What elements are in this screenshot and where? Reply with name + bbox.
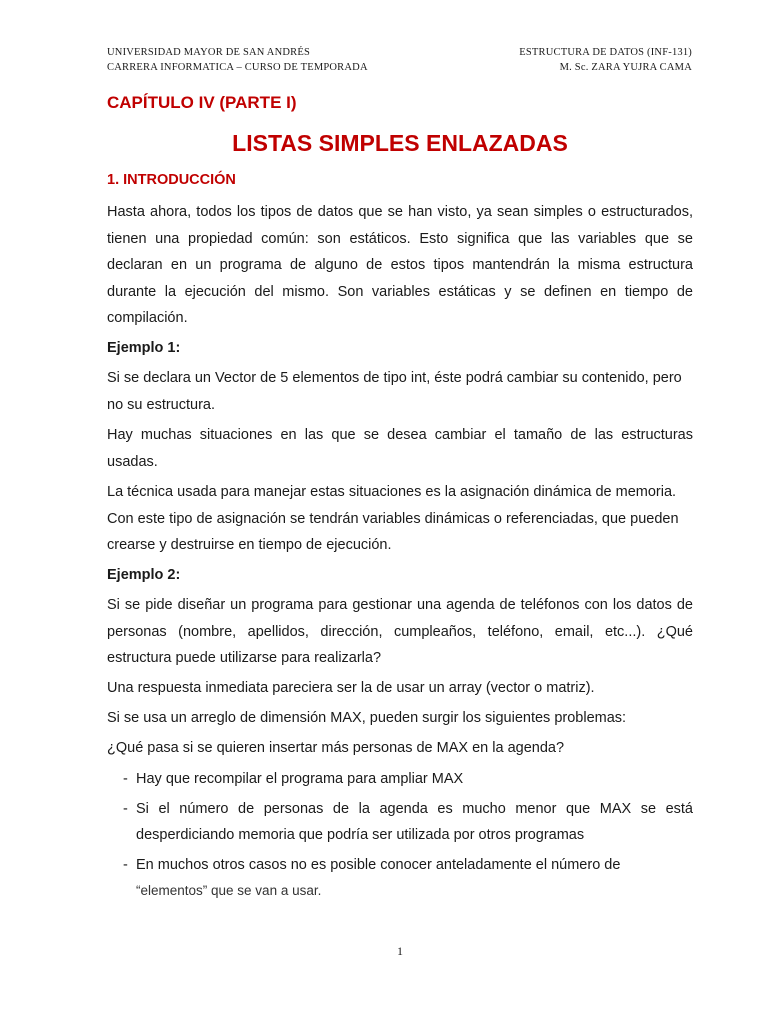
example2-paragraph: Si se pide diseñar un programa para gestionar una agenda de teléfonos con los datos de personas (nombre, apellidos, dirección, cumpleaños, teléfono, email, etc...). ¿Qué estructura puede utilizarse para realizarla? <box>107 597 693 666</box>
intro-paragraph: Hasta ahora, todos los tipos de datos que se han visto, ya sean simples o estructurados, tienen una propiedad común: son estáticos. Esto significa que las variables que se declaran en un programa de alguno de estos tipos mantendrán la misma estructura durante la ejecución del mismo. Son variables estáticas y se definen en tiempo de compilación. <box>107 204 693 326</box>
page-title: LISTAS SIMPLES ENLAZADAS <box>232 130 568 156</box>
technique-paragraph: La técnica usada para manejar estas situaciones es la asignación dinámica de memoria. Con este tipo de asignación se tendrán variables dinámicas o referenciadas, que pueden crearse y destruirse en tiempo de ejecución. <box>107 484 679 553</box>
list-item-text: En muchos otros casos no es posible conocer anteladamente el número de <box>136 856 621 873</box>
header-course: ESTRUCTURA DE DATOS (INF-131) <box>519 47 692 58</box>
problem-list <box>107 766 693 908</box>
example1-heading: Ejemplo 1: <box>107 340 181 356</box>
header-university: UNIVERSIDAD MAYOR DE SAN ANDRÉS <box>107 47 310 58</box>
page-number: 1 <box>397 944 403 958</box>
answer-paragraph: Una respuesta inmediata pareciera ser la de usar un array (vector o matriz). <box>107 680 595 696</box>
header-career: CARRERA INFORMATICA – CURSO DE TEMPORADA <box>107 62 368 73</box>
max-problem-paragraph: Si se usa un arreglo de dimensión MAX, pueden surgir los siguientes problemas: <box>107 710 627 726</box>
list-item <box>107 796 693 849</box>
header-right <box>519 45 692 75</box>
list-item-text: Si el número de personas de la agenda es mucho menor que MAX se está desperdiciando memoria que podría ser utilizada por otros programas <box>136 800 693 843</box>
header-left <box>107 45 368 75</box>
header-teacher: M. Sc. ZARA YUJRA CAMA <box>559 62 692 73</box>
list-item <box>107 852 693 905</box>
list-item <box>107 766 693 793</box>
list-item-text: Hay que recompilar el programa para ampliar MAX <box>136 771 464 787</box>
situations-paragraph: Hay muchas situaciones en las que se desea cambiar el tamaño de las estructuras usadas. <box>107 427 693 470</box>
example1-paragraph: Si se declara un Vector de 5 elementos de tipo int, éste podrá cambiar su contenido, pero no su estructura. <box>107 370 682 413</box>
bullet-dash: - <box>123 771 128 787</box>
section-heading: 1. INTRODUCCIÓN <box>107 172 236 188</box>
list-item-text-continued: “elementos” que se van a usar. <box>136 883 322 898</box>
example2-heading: Ejemplo 2: <box>107 567 181 583</box>
chapter-heading: CAPÍTULO IV (PARTE I) <box>107 93 297 112</box>
question-paragraph: ¿Qué pasa si se quieren insertar más personas de MAX en la agenda? <box>107 740 565 756</box>
bullet-dash: - <box>123 800 128 817</box>
bullet-dash: - <box>123 856 128 873</box>
